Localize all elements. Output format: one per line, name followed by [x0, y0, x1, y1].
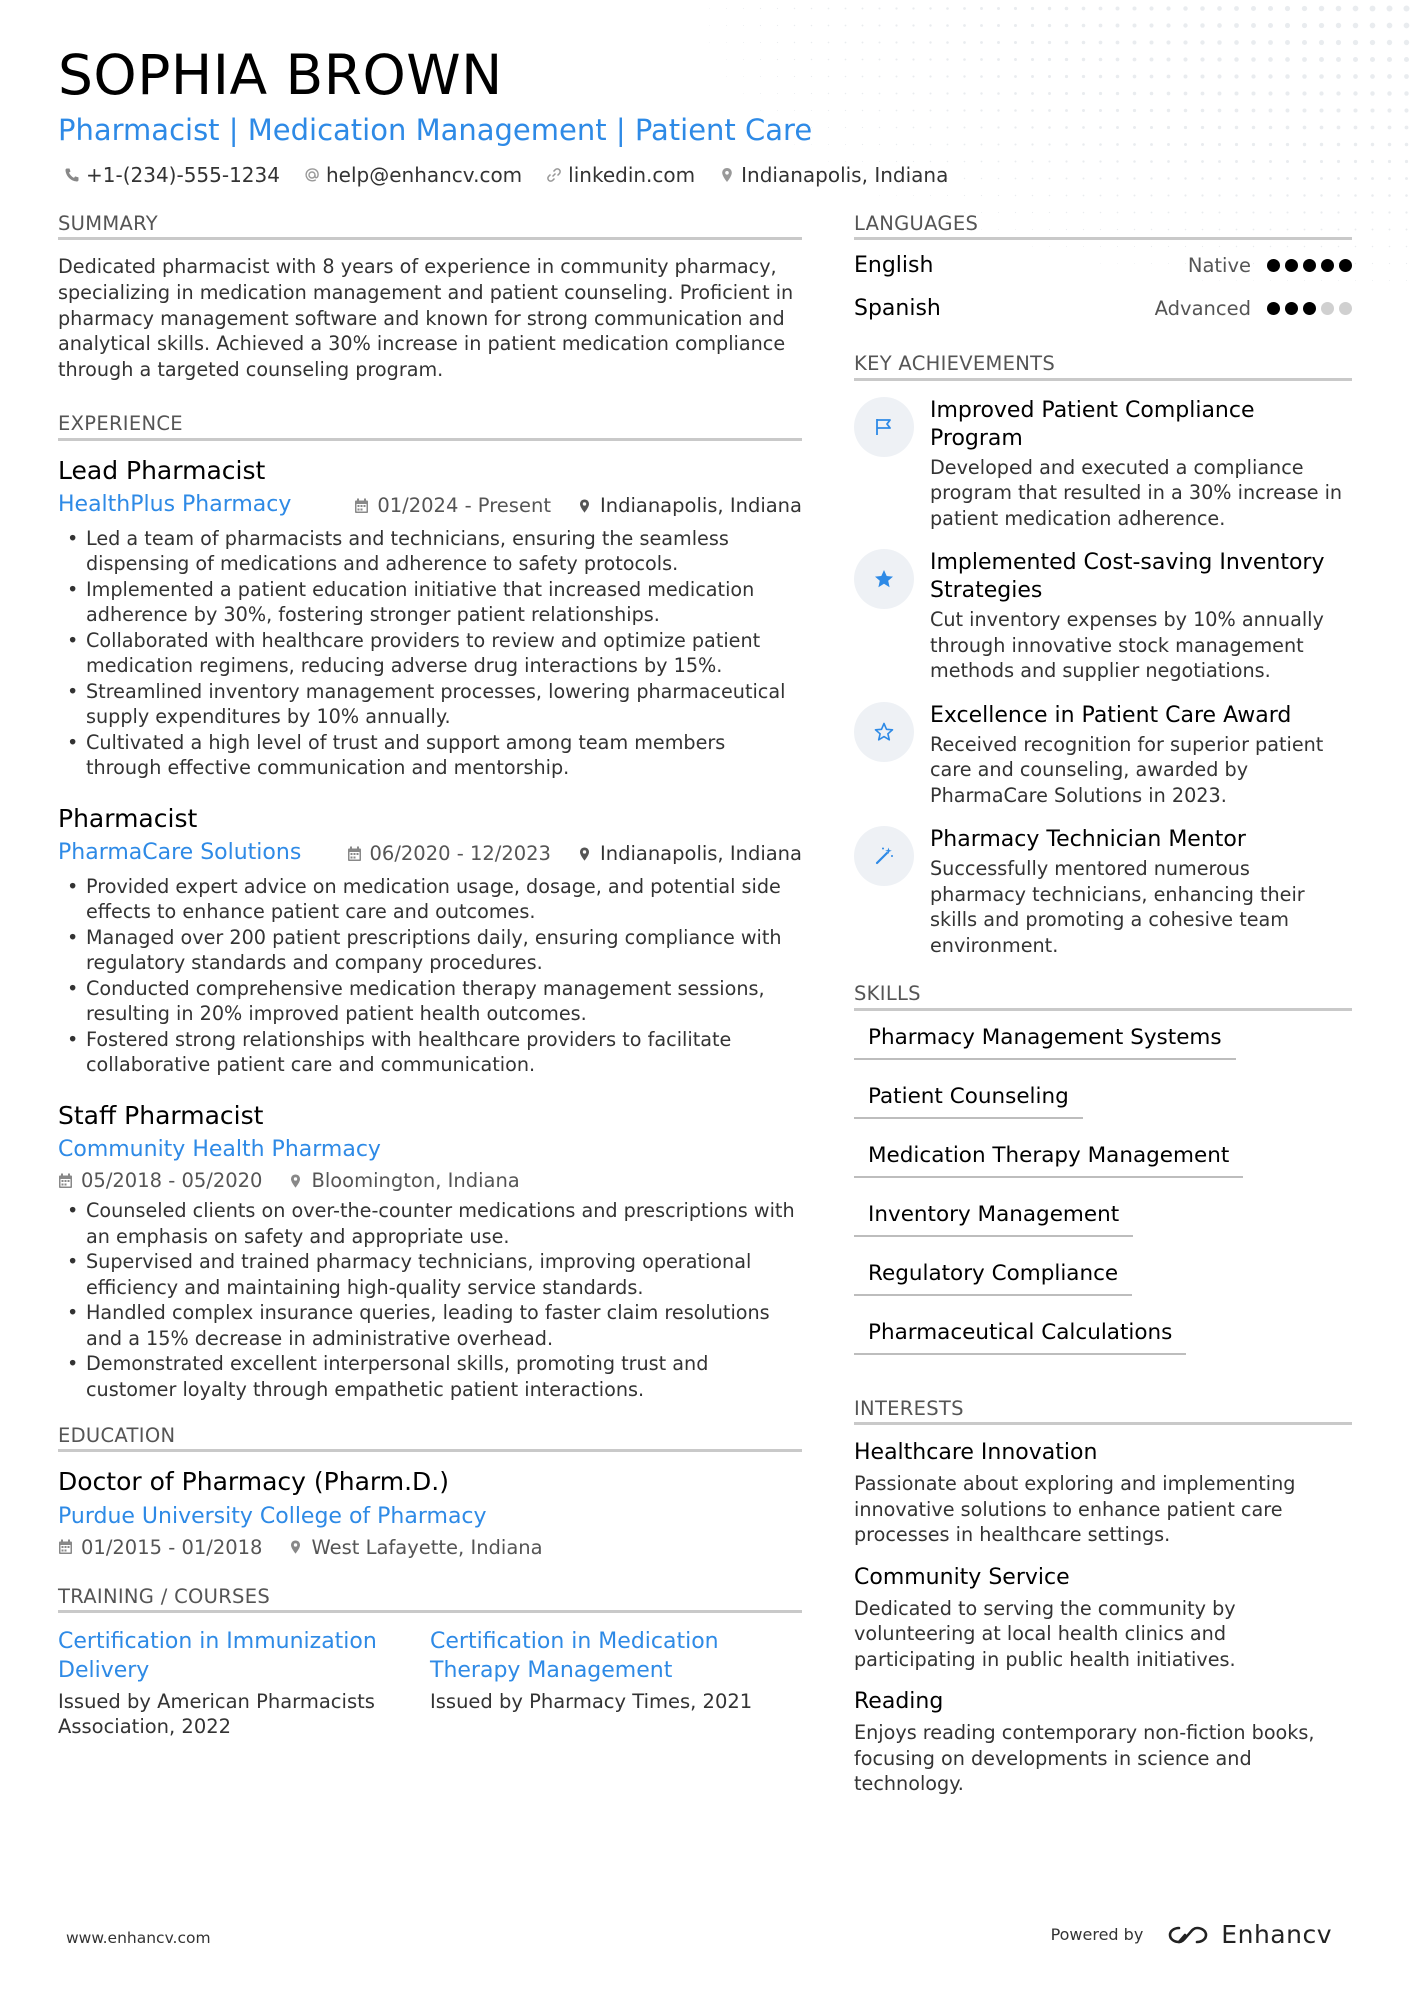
- location-pin-icon: [577, 846, 592, 862]
- job-meta: [354, 494, 802, 517]
- location-pin-icon: [288, 1539, 303, 1555]
- rating-dot-filled: [1339, 259, 1352, 272]
- course-title: Certification in Immunization Delivery: [58, 1628, 377, 1683]
- job-location: Indianapolis, Indiana: [599, 842, 802, 866]
- job-title: Lead Pharmacist: [58, 455, 266, 485]
- achievement-desc: Cut inventory expenses by 10% annually through innovative stock management methods and supplier negotiations.: [930, 608, 1324, 683]
- job-dates: 06/2020 - 12/2023: [369, 842, 551, 866]
- bullet: • Led a team of pharmacists and technicians, ensuring the seamless dispensing of medications and adherence to safety protocols.: [58, 526, 802, 577]
- course-item: [430, 1627, 802, 1740]
- bullet: • Counseled clients on over-the-counter medications and prescriptions with an emphasis on safety and appropriate use.: [58, 1198, 802, 1249]
- achievement-desc: Successfully mentored numerous pharmacy technicians, enhancing their skills and promoting a cohesive team environment.: [930, 857, 1305, 957]
- job-dates: 05/2018 - 05/2020: [81, 1169, 263, 1193]
- bullet: • Implemented a patient education initiative that increased medication adherence by 30%, fostering stronger patient relationships.: [58, 577, 802, 628]
- contact-location: [719, 163, 948, 187]
- contact-phone[interactable]: [64, 163, 280, 187]
- summary-heading: SUMMARY: [58, 212, 802, 240]
- education-entry: [58, 1466, 802, 1558]
- language-level: Advanced: [1154, 297, 1251, 321]
- phone-icon: [64, 167, 80, 183]
- flag-icon: [873, 416, 895, 438]
- summary-text: Dedicated pharmacist with 8 years of experience in community pharmacy, specializing in medication management and patient counseling. Proficient in pharmacy management software and known for strong communication and analytical skills. Achieved a 30% increase in patient medication compliance through a targeted counseling program.: [58, 255, 794, 381]
- job-location: Bloomington, Indiana: [311, 1169, 520, 1193]
- location-pin-icon: [719, 167, 735, 183]
- interest-desc: Passionate about exploring and implementing innovative solutions to enhance patient care processes in healthcare settings.: [854, 1472, 1296, 1547]
- interest-item: [854, 1439, 1352, 1548]
- interest-item: [854, 1688, 1352, 1797]
- location-text: Indianapolis, Indiana: [741, 163, 949, 187]
- location-pin-icon: [288, 1173, 303, 1189]
- bullet: • Demonstrated excellent interpersonal skills, promoting trust and customer loyalty through empathetic patient interactions.: [58, 1351, 802, 1402]
- bullet: • Collaborated with healthcare providers to review and optimize patient medication regimens, reducing adverse drug interactions by 15%.: [58, 628, 802, 679]
- job-bullets: [58, 526, 802, 781]
- brand-name: Enhancv: [1221, 1920, 1332, 1949]
- skills-heading: SKILLS: [854, 982, 1352, 1010]
- achievement-item: [854, 702, 1352, 809]
- calendar-icon: [347, 846, 362, 862]
- rating-dot-filled: [1303, 302, 1316, 315]
- job-location: Indianapolis, Indiana: [599, 494, 802, 518]
- contact-email[interactable]: [304, 163, 522, 187]
- linkedin-text: linkedin.com: [568, 163, 696, 187]
- phone-text: +1-(234)-555-1234: [86, 163, 280, 187]
- language-rating: [1267, 259, 1352, 272]
- bullet: • Cultivated a high level of trust and support among team members through effective communication and mentorship.: [58, 730, 802, 781]
- skill-tag: Pharmaceutical Calculations: [854, 1308, 1186, 1355]
- star-filled-icon: [873, 568, 895, 590]
- course-issuer: Issued by Pharmacy Times, 2021: [430, 1689, 753, 1713]
- job-title: Pharmacist: [58, 803, 198, 833]
- job-bullets: [58, 1198, 802, 1402]
- skill-tag: Pharmacy Management Systems: [854, 1013, 1236, 1060]
- magic-wand-icon: [873, 845, 895, 867]
- rating-dot-filled: [1267, 259, 1280, 272]
- job-title: Staff Pharmacist: [58, 1100, 264, 1130]
- language-rating: [1267, 302, 1352, 315]
- calendar-icon: [58, 1173, 73, 1189]
- achievement-item: [854, 397, 1352, 532]
- course-issuer: Issued by American Pharmacists Association, 2022: [58, 1689, 375, 1739]
- enhancv-logo-icon: [1165, 1923, 1211, 1947]
- interest-title: Healthcare Innovation: [854, 1440, 1098, 1466]
- company-name: HealthPlus Pharmacy: [58, 492, 292, 518]
- job-entry: [58, 1100, 802, 1402]
- skill-tag: Regulatory Compliance: [854, 1249, 1132, 1296]
- achievement-desc: Developed and executed a compliance program that resulted in a 30% increase in patient medication adherence.: [930, 455, 1343, 530]
- rating-dot-filled: [1321, 259, 1334, 272]
- interest-title: Community Service: [854, 1564, 1070, 1590]
- rating-dot-filled: [1267, 302, 1280, 315]
- bullet: • Streamlined inventory management processes, lowering pharmaceutical supply expenditures by 10% annually.: [58, 679, 802, 730]
- skill-tag: Medication Therapy Management: [854, 1131, 1243, 1178]
- course-item: [58, 1627, 430, 1740]
- bullet: • Fostered strong relationships with healthcare providers to facilitate collaborative patient care and communication.: [58, 1027, 802, 1078]
- job-entry: [58, 455, 802, 781]
- job-meta: [58, 1169, 802, 1192]
- interest-list: [854, 1439, 1352, 1797]
- achievement-list: [854, 397, 1352, 959]
- course-title: Certification in Medication Therapy Management: [430, 1628, 719, 1683]
- star-outline-icon: [873, 721, 895, 743]
- footer-branding: [1051, 1920, 1332, 1949]
- contact-bar: [64, 163, 948, 187]
- job-bullets: [58, 874, 802, 1078]
- interest-desc: Dedicated to serving the community by volunteering at local health clinics and participating in public health initiatives.: [854, 1596, 1236, 1671]
- course-list: [58, 1627, 802, 1740]
- bullet: • Provided expert advice on medication usage, dosage, and potential side effects to enhance patient care and outcomes.: [58, 874, 802, 925]
- languages-heading: LANGUAGES: [854, 212, 1352, 240]
- bullet: • Managed over 200 patient prescriptions daily, ensuring compliance with regulatory standards and company procedures.: [58, 925, 802, 976]
- bullet: • Handled complex insurance queries, leading to faster claim resolutions and a 15% decrease in administrative overhead.: [58, 1300, 802, 1351]
- job-entry: [58, 803, 802, 1078]
- powered-by-label: Powered by: [1050, 1925, 1144, 1944]
- education-meta: [58, 1536, 802, 1559]
- interest-item: [854, 1564, 1352, 1673]
- interests-heading: INTERESTS: [854, 1397, 1352, 1425]
- interest-desc: Enjoys reading contemporary non-fiction books, focusing on developments in science and technology.: [854, 1721, 1315, 1796]
- calendar-icon: [354, 498, 369, 514]
- rating-dot-filled: [1285, 302, 1298, 315]
- right-column: [854, 212, 1352, 1813]
- job-meta: [347, 842, 802, 865]
- achievement-title: Implemented Cost-saving Inventory Strategies: [930, 550, 1325, 604]
- language-level: Native: [1187, 254, 1251, 278]
- skill-list: [854, 1013, 1352, 1367]
- footer-website[interactable]: www.enhancv.com: [66, 1929, 211, 1947]
- location-pin-icon: [577, 498, 592, 514]
- calendar-icon: [58, 1539, 73, 1555]
- email-text: help@enhancv.com: [325, 163, 523, 187]
- contact-linkedin[interactable]: [546, 163, 695, 187]
- left-column: [58, 212, 802, 1740]
- bullet: • Conducted comprehensive medication therapy management sessions, resulting in 20% improved patient health outcomes.: [58, 976, 802, 1027]
- candidate-name: SOPHIA BROWN: [58, 43, 503, 107]
- skill-tag: Inventory Management: [854, 1190, 1133, 1237]
- interest-title: Reading: [854, 1689, 944, 1715]
- language-name: English: [854, 253, 934, 279]
- rating-dot-empty: [1321, 302, 1334, 315]
- achievement-item: [854, 549, 1352, 684]
- bullet: • Supervised and trained pharmacy technicians, improving operational efficiency and maintaining high-quality service standards.: [58, 1249, 802, 1300]
- skill-tag: Patient Counseling: [854, 1072, 1083, 1119]
- achievement-title: Excellence in Patient Care Award: [930, 702, 1292, 728]
- degree-title: Doctor of Pharmacy (Pharm.D.): [58, 1467, 449, 1497]
- language-list: [854, 244, 1352, 330]
- rating-dot-filled: [1285, 259, 1298, 272]
- company-name: PharmaCare Solutions: [58, 840, 302, 866]
- experience-heading: EXPERIENCE: [58, 412, 802, 440]
- language-name: Spanish: [854, 296, 941, 322]
- education-dates: 01/2015 - 01/2018: [81, 1535, 263, 1559]
- link-icon: [546, 167, 562, 183]
- education-heading: EDUCATION: [58, 1424, 802, 1452]
- achievement-title: Improved Patient Compliance Program: [930, 397, 1255, 451]
- language-row: [854, 287, 1352, 330]
- rating-dot-filled: [1303, 259, 1316, 272]
- candidate-title: Pharmacist | Medication Management | Patient Care: [58, 113, 813, 147]
- brand-logo[interactable]: [1165, 1920, 1332, 1949]
- language-row: [854, 244, 1352, 287]
- rating-dot-empty: [1339, 302, 1352, 315]
- job-dates: 01/2024 - Present: [377, 494, 551, 518]
- company-name: Community Health Pharmacy: [58, 1137, 381, 1163]
- achievement-desc: Received recognition for superior patient care and counseling, awarded by PharmaCare Solutions in 2023.: [930, 732, 1324, 807]
- achievement-item: [854, 826, 1352, 958]
- school-name: Purdue University College of Pharmacy: [58, 1503, 487, 1529]
- education-location: West Lafayette, Indiana: [311, 1535, 543, 1559]
- at-icon: [304, 167, 320, 183]
- achievements-heading: KEY ACHIEVEMENTS: [854, 352, 1352, 380]
- achievement-title: Pharmacy Technician Mentor: [930, 827, 1246, 853]
- training-heading: TRAINING / COURSES: [58, 1585, 802, 1613]
